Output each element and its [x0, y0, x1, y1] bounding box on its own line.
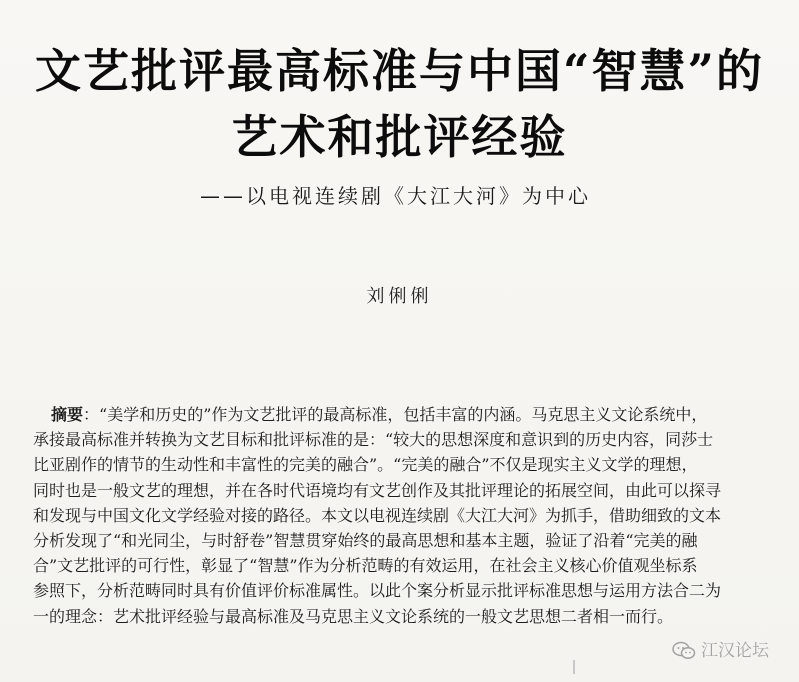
abstract-line: 比亚剧作的情节的生动性和丰富性的完美的融合”。“完美的融合”不仅是现实主义文学的理想，: [33, 455, 698, 475]
title-line-2: 艺术和批评经验: [231, 110, 568, 164]
wechat-icon: [672, 641, 696, 661]
abstract-line: [33, 402, 773, 427]
watermark: [672, 641, 769, 661]
abstract-line: 同时也是一般文艺的理想，并在各时代语境均有文艺创作及其批评理论的拓展空间，由此可以探寻: [33, 480, 722, 500]
author-name: 刘俐俐: [366, 286, 433, 307]
scan-mark: [573, 660, 575, 674]
title-line-1: 文艺批评最高标准与中国“智慧”的: [35, 44, 764, 98]
abstract-block: [33, 402, 773, 629]
watermark-text: 江汉论坛: [701, 640, 769, 661]
abstract-line: 合”文艺批评的可行性，彰显了“智慧”作为分析范畴的有效运用，在社会主义核心价值观坐标系: [33, 556, 698, 576]
subtitle: ——以电视连续剧《大江大河》为中心: [200, 184, 591, 208]
abstract-line: 一的理念：艺术批评经验与最高标准及马克思主义文论系统的一般文艺思想二者相一而行。: [33, 606, 674, 626]
abstract-line: 分析发现了“和光同尘，与时舒卷”智慧贯穿始终的最高思想和基本主题，验证了沿着“完美的融: [33, 530, 698, 550]
abstract-line: 和发现与中国文化文学经验对接的路径。本文以电视连续剧《大江大河》为抓手，借助细致的文本: [33, 505, 722, 525]
abstract-line: 参照下，分析范畴同时具有价值评价标准属性。以此个案分析显示批评标准思想与运用方法合二为: [33, 581, 722, 601]
abstract-label: 摘要: [51, 405, 84, 424]
abstract-line: 承接最高标准并转换为文艺目标和批评标准的是：“较大的思想深度和意识到的历史内容，同莎士: [33, 430, 714, 450]
abstract-text: ：“美学和历史的”作为文艺批评的最高标准，包括丰富的内涵。马克思主义文论系统中，: [83, 405, 708, 424]
